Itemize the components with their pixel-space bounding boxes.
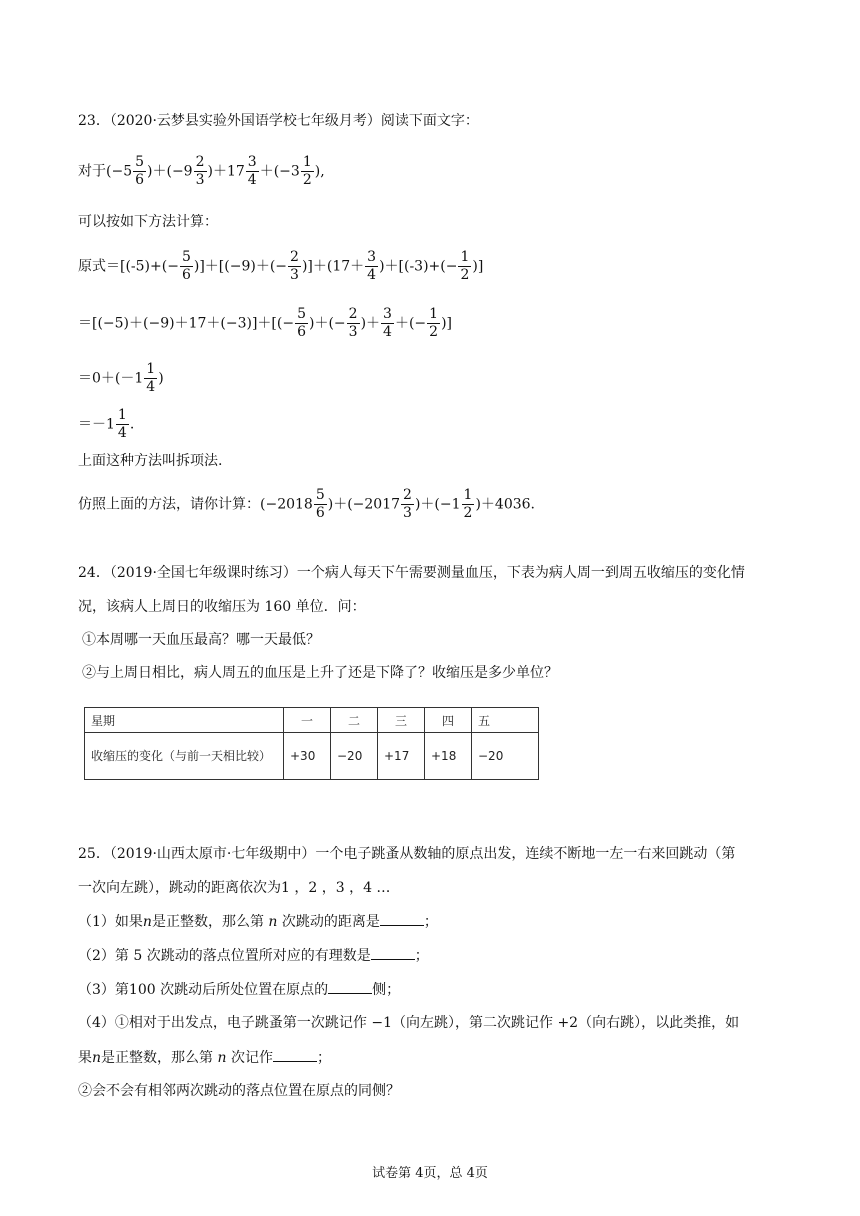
- q25-part-1: [78, 911, 438, 932]
- table-cell: −20: [331, 733, 378, 780]
- q25-p4-end: ；: [316, 1050, 331, 1066]
- table-header-cell: 二: [331, 708, 378, 733]
- table-header-row: [85, 708, 539, 733]
- table-cell: +30: [284, 733, 331, 780]
- q23-expression: 对于(−5 $\frac{5}{6}$ )＋(−9 $\frac{2}{3}$ )＋17 $\frac{3}{4}$ ＋(−3 $\frac{1}{2}$ ),: [78, 154, 325, 188]
- q23-task-prefix: 仿照上面的方法，请你计算：: [78, 496, 260, 513]
- q24-title-1: 24．（2019·全国七年级课时练习）一个病人每天下午需要测量血压，下表为病人周一到周五收缩压的变化情: [78, 565, 745, 581]
- q23-orig-label: 原式＝: [78, 258, 120, 275]
- answer-blank[interactable]: [273, 1047, 317, 1062]
- q25-part-4b: [78, 1047, 331, 1068]
- q23-task-suffix: ＋4036.: [480, 496, 536, 513]
- q23-expr-prefix: 对于: [78, 163, 106, 180]
- table-header-cell: 五: [472, 708, 539, 733]
- q25-part-3: [78, 979, 400, 1000]
- q25-p2-text: （2）第 5 次跳动的落点位置所对应的有理数是: [78, 948, 371, 964]
- q24-sub-2: ②与上周日相比，病人周五的血压是上升了还是下降了？收缩压是多少单位？: [82, 665, 558, 681]
- var-n: n: [142, 914, 152, 930]
- q23-method-name: 上面这种方法叫拆项法.: [78, 453, 223, 469]
- q25-p1-text-c: 次跳动的距离是: [281, 914, 380, 930]
- q23-original-line: 原式＝[(-5)+(− $\frac{5}{6}$ )]＋[(−9)＋(− $\frac{2}{3}$ )]＋(17＋ $\frac{3}{4}$ )＋[(-3)+(− $\frac{1}{2}$ )]: [78, 249, 484, 283]
- page-footer: 试卷第 4页，总 4页: [372, 1166, 488, 1181]
- q24-sub-1: ①本周哪一天血压最高？哪一天最低？: [82, 632, 320, 648]
- q25-p3-end: 侧；: [372, 982, 401, 998]
- table-row: [85, 733, 539, 780]
- q25-title-1: 25．（2019·山西太原市·七年级期中）一个电子跳蚤从数轴的原点出发，连续不断地一左一右来回跳动（第: [78, 846, 736, 862]
- q25-p4-text-b: 是正整数，那么第: [101, 1050, 214, 1066]
- table-header-cell: 四: [425, 708, 472, 733]
- q23-result-1: ＝0＋(－1 $\frac{1}{4}$ ): [78, 361, 164, 395]
- q25-p4-text-a: 果: [78, 1050, 92, 1066]
- q23-regroup-line: ＝[(−5)＋(−9)＋17＋(−3)]＋[(− $\frac{5}{6}$ )＋(− $\frac{2}{3}$ )＋ $\frac{3}{4}$ ＋(− $\frac{1}{2}$ )]: [78, 306, 453, 340]
- q25-part-4a: （4）①相对于出发点，电子跳蚤第一次跳记作 −1（向左跳），第二次跳记作 +2（向右跳），以此类推，如: [78, 1015, 740, 1031]
- q25-p4-text-c: 次记作: [230, 1050, 273, 1066]
- q25-part-2: [78, 945, 429, 966]
- q25-p3-text: （3）第100 次跳动后所处位置在原点的: [78, 982, 329, 998]
- q25-part-5: ②会不会有相邻两次跳动的落点位置在原点的同侧？: [78, 1083, 400, 1099]
- q25-p1-text-b: 是正整数，那么第: [151, 914, 264, 930]
- table-cell: +18: [425, 733, 472, 780]
- answer-blank[interactable]: [380, 911, 424, 926]
- q25-p1-end: ；: [423, 914, 438, 930]
- q23-method-intro: 可以按如下方法计算：: [78, 214, 218, 230]
- var-n: n: [92, 1050, 102, 1066]
- q23-result-2: ＝－1 $\frac{1}{4}$ .: [78, 407, 135, 441]
- table-header-cell: 一: [284, 708, 331, 733]
- q23-result-2-text: ＝－1: [78, 416, 115, 433]
- q25-p1-text-a: （1）如果: [78, 914, 143, 930]
- table-row-label: 收缩压的变化（与前一天相比较）: [85, 733, 284, 780]
- table-header-cell: 星期: [85, 708, 284, 733]
- var-n: n: [217, 1050, 227, 1066]
- q25-p2-end: ；: [414, 948, 429, 964]
- q23-task: 仿照上面的方法，请你计算：(−2018 $\frac{5}{6}$ )＋(−2017 $\frac{2}{3}$ )＋(−1 $\frac{1}{2}$ )＋4036.: [78, 487, 536, 521]
- q24-title-2: 况，该病人上周日的收缩压为 160 单位．问：: [78, 599, 366, 615]
- table-cell: −20: [472, 733, 539, 780]
- q23-result-1-text: ＝0＋(－1: [78, 370, 144, 387]
- q25-title-2: 一次向左跳），跳动的距离依次为1 ，2 ，3 ，4 …: [78, 880, 391, 896]
- blood-pressure-table: [84, 707, 539, 780]
- var-n: n: [268, 914, 278, 930]
- q23-title: 23．（2020·云梦县实验外国语学校七年级月考）阅读下面文字：: [78, 113, 479, 129]
- table-cell: +17: [378, 733, 425, 780]
- answer-blank[interactable]: [328, 979, 372, 994]
- table-header-cell: 三: [378, 708, 425, 733]
- answer-blank[interactable]: [371, 945, 415, 960]
